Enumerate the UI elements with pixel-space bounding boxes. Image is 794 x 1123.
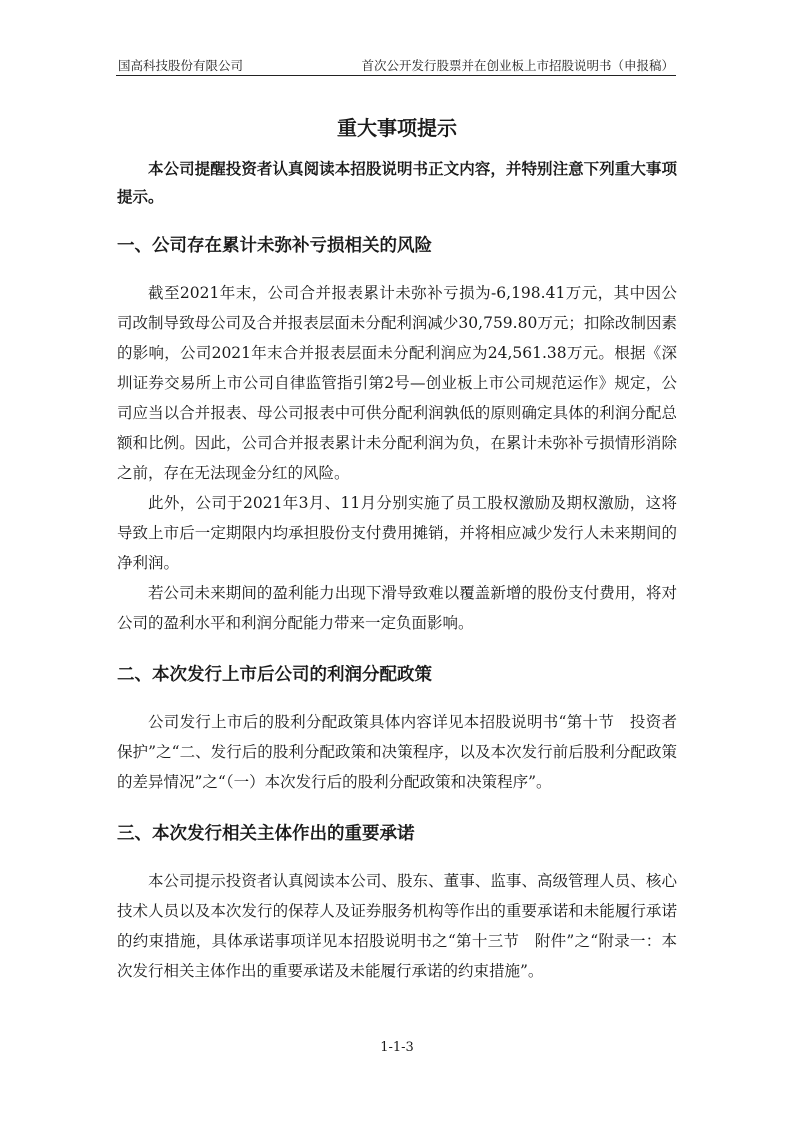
page-content [117,113,677,986]
intro-paragraph: 本公司提醒投资者认真阅读本招股说明书正文内容，并特别注意下列重大事项提示。 [117,160,677,206]
page-title: 重大事项提示 [337,116,457,140]
section-1-paragraph-2: 此外，公司于2021年3月、11月分别实施了员工股权激励及期权激励，这将导致上市后一定期限内均承担股份支付费用摊销，并将相应减少发行人未来期间的净利润。 [117,494,677,572]
section-1-paragraph-1: 截至2021年末，公司合并报表累计未弥补亏损为-6,198.41万元，其中因公司改制导致母公司及合并报表层面未分配利润减少30,759.80万元；扣除改制因素的影响，公司2021年末合并报表层面未分配利润应为24,561.38万元。根据《深圳证券交易所上市公司自律监管指引第2号—创业板上市公司规范运作》规定，公司应当以合并报表、母公司报表中可供分配利润孰低的原则确定具体的利润分配总额和比例。因此，公司合并报表累计未分配利润为负，在累计未弥补亏损情形消除之前，存在无法现金分红的风险。 [117,284,677,482]
section-2-heading: 二、本次发行上市后公司的利润分配政策 [117,665,432,685]
section-1-heading: 一、公司存在累计未弥补亏损相关的风险 [117,236,432,256]
section-2-paragraph-1: 公司发行上市后的股利分配政策具体内容详见本招股说明书“第十节 投资者保护”之“二、发行后的股利分配政策和决策程序，以及本次发行前后股利分配政策的差异情况”之“（一）本次发行后的股利分配政策和决策程序”。 [117,713,677,791]
section-1-paragraph-3: 若公司未来期间的盈利能力出现下滑导致难以覆盖新增的股份支付费用，将对公司的盈利水平和利润分配能力带来一定负面影响。 [117,584,677,632]
header-doc-title: 首次公开发行股票并在创业板上市招股说明书（申报稿） [361,58,674,73]
section-3-paragraph-1: 本公司提示投资者认真阅读本公司、股东、董事、监事、高级管理人员、核心技术人员以及本次发行的保荐人及证券服务机构等作出的重要承诺和未能履行承诺的约束措施，具体承诺事项详见本招股说明书之“第十三节 附件”之“附录一：本次发行相关主体作出的重要承诺及未能履行承诺的约束措施”。 [117,872,677,980]
header-company: 国高科技股份有限公司 [118,58,244,73]
section-3-heading: 三、本次发行相关主体作出的重要承诺 [117,824,415,844]
page-header [116,55,676,76]
page-number: 1-1-3 [380,1040,414,1055]
